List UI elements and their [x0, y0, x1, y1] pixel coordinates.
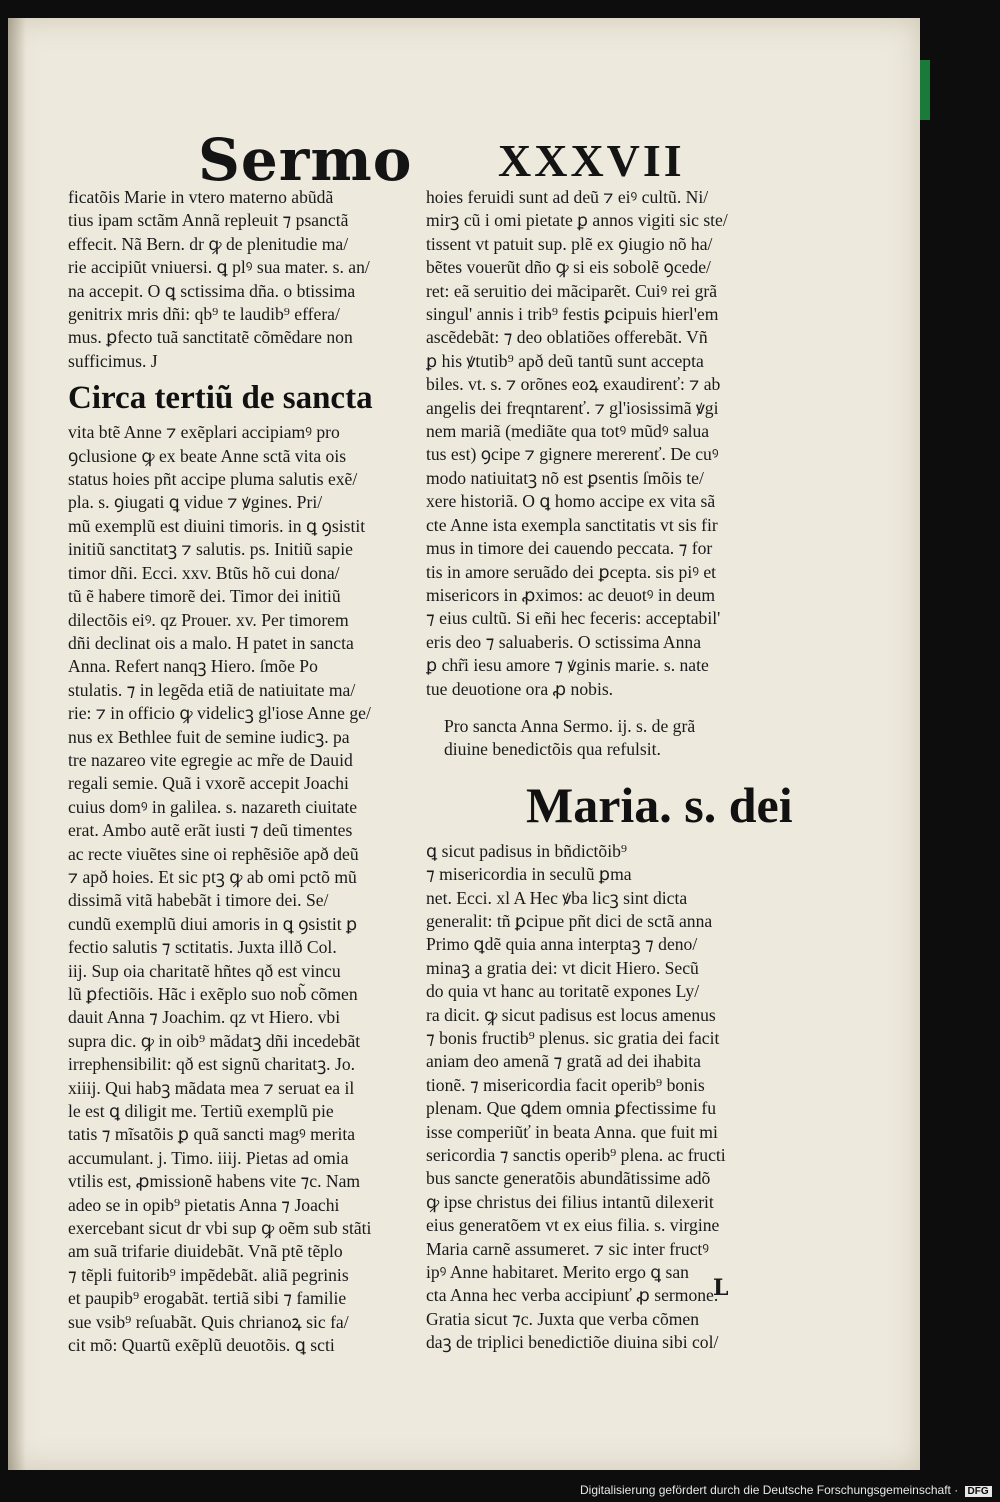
text-line: tre nazareo vite egregie ac mr̃e de Dauid: [68, 749, 353, 770]
text-line: modo natiuitatꝫ nõ est ꝑsentis ſmõis te/: [426, 467, 704, 488]
text-line: ra dicit. ꝙ sicut padisus est locus amenus: [426, 1004, 716, 1025]
text-line: vtilis est, ꝓmissionẽ habens vite ⁊c. Nam: [68, 1171, 361, 1192]
text-line: cundũ exemplũ diui amoris in ꝗ ꝯsistit ꝑ: [68, 913, 358, 934]
text-line: status hoies pñt accipe pluma salutis exẽ/: [68, 469, 358, 490]
text-line: ⁊ eius cultũ. Si eñi hec feceris: acceptabil': [426, 608, 721, 629]
text-line: timor dñi. Ecci. xxv. Btũs hõ cui dona/: [68, 562, 340, 583]
text-line: tũ ẽ habere timorẽ dei. Timor dei initiũ: [68, 586, 341, 607]
text-line: rie: ⁊ in officio ꝙ videlicꝫ gl'iose Anne ge/: [68, 703, 371, 724]
text-line: mũ exemplũ est diuini timoris. in ꝗ ꝯsistit: [68, 515, 366, 536]
text-line: eius generatõem vt ex eius filia. s. virgine: [426, 1215, 720, 1236]
right-column-top-lines: [426, 186, 781, 701]
text-line: ꝯclusione ꝙ ex beate Anne sctã vita ois: [68, 445, 347, 466]
text-line: bẽtes vouerũt dño ꝙ si eis sobolẽ ꝯcede/: [426, 257, 711, 278]
text-line: Gratia sicut ⁊c. Juxta que verba cõmen: [426, 1308, 700, 1329]
text-line: xiiij. Qui habꝫ mãdata mea ⁊ seruat ea il: [68, 1077, 355, 1098]
text-line: iij. Sup oia charitatẽ hñtes qð est vincu: [68, 960, 341, 981]
text-line: initiũ sanctitatꝫ ⁊ salutis. ps. Initiũ sapie: [68, 539, 353, 560]
running-head-folio-number: XXXVII: [498, 135, 685, 186]
text-line: ficatõis Marie in vtero materno abũdã: [68, 187, 334, 207]
text-line: cuius domꝰ in galilea. s. nazareth ciuitate: [68, 796, 358, 817]
text-line: ac recte viuẽtes sine oi rephẽsiõe apð deũ: [68, 843, 359, 864]
text-line: dilectõis eiꝰ. qz Prouer. xv. Per timorem: [68, 609, 349, 630]
text-line: tius ipam sctãm Annã repleuit ⁊ psanctã: [68, 210, 349, 231]
text-line: cta Anna hec verba accipiunť ꝓ sermone.: [426, 1285, 719, 1306]
sermon-title: [444, 715, 781, 762]
text-line: ꝑ chr̃i iesu amore ⁊ ꝟginis marie. s. nate: [426, 655, 709, 676]
color-calibration-strip: [920, 60, 930, 120]
digitization-footer: [580, 1483, 992, 1497]
text-line: ⁊ tẽpli fuitorib⁹ impẽdebãt. aliã pegrinis: [68, 1264, 349, 1285]
text-line: vita btẽ Anne ⁊ exẽplari accipiamꝰ pro: [68, 422, 340, 443]
text-line: do quia vt hanc au toritatẽ expones Ly/: [426, 981, 700, 1002]
text-line: ꝑ his ꝟtutib⁹ apð deũ tantũ sunt accepta: [426, 350, 704, 371]
text-line: le est ꝗ diligit me. Tertiũ exemplũ pie: [68, 1101, 334, 1122]
text-line: ⁊ misericordia in seculũ ꝑma: [426, 864, 632, 885]
text-line: xere historiã. O ꝗ homo accipe ex vita sã: [426, 491, 716, 512]
text-line: adeo se in opib⁹ pietatis Anna ⁊ Joachi: [68, 1194, 340, 1215]
text-line: lũ ꝑfectiõis. Hãc i exẽplo suo nob̃ cõmen: [68, 984, 358, 1004]
text-line: angelis dei freqntarenť. ⁊ gl'iosissimã ꝟgi: [426, 397, 719, 418]
text-line: sue vsib⁹ reſuabãt. Quis chrianoꝝ sic fa/: [68, 1311, 349, 1332]
text-line: Maria carnẽ assumeret. ⁊ sic inter fructꝰ: [426, 1238, 710, 1259]
text-line: minaꝫ a gratia dei: vt dicit Hiero. Secũ: [426, 957, 699, 978]
text-line: bus sancte generatõis abundãtissime adõ: [426, 1168, 711, 1189]
text-line: regali semie. Quã i vxorẽ accepit Joachi: [68, 773, 349, 794]
text-line: ipꝰ Anne habitaret. Merito ergo ꝗ san: [426, 1262, 689, 1283]
text-line: ascẽdebãt: ⁊ deo oblatiões offerebãt. Vñ: [426, 327, 708, 348]
text-line: ⁊ bonis fructib⁹ plenus. sic gratia dei facit: [426, 1028, 720, 1048]
text-line: tionẽ. ⁊ misericordia facit operib⁹ bonis: [426, 1074, 705, 1095]
catchword: L: [713, 1275, 729, 1301]
text-line: tue deuotione ora ꝓ nobis.: [426, 678, 614, 699]
text-line: na accepit. O ꝗ sctissima dña. o btissima: [68, 280, 356, 301]
text-line: generalit: tñ ꝑcipue pñt dici de sctã anna: [426, 910, 713, 931]
text-line: cit mõ: Quartũ exẽplũ deuotõis. ꝗ scti: [68, 1335, 335, 1356]
section-heading: Circa tertiũ de sancta: [68, 380, 373, 417]
text-line: plenam. Que ꝗdem omnia ꝑfectissime fu: [426, 1098, 717, 1119]
text-line: et paupib⁹ erogabãt. tertiã sibi ⁊ familie: [68, 1288, 347, 1309]
text-line: sericordia ⁊ sanctis operib⁹ plena. ac fructi: [426, 1145, 726, 1166]
left-column-bottom-lines: [68, 421, 413, 1357]
text-line: Anna. Refert nanqꝫ Hiero. ſmõe Po: [68, 656, 318, 677]
text-line: Primo ꝗdẽ quia anna interptaꝫ ⁊ deno/: [426, 934, 698, 955]
text-line: dñi declinat ois a malo. H patet in sancta: [68, 632, 354, 653]
text-line: daꝫ de triplici benedictiõe diuina sibi col/: [426, 1332, 719, 1353]
text-line: accumulant. j. Timo. iiij. Pietas ad omia: [68, 1147, 349, 1168]
text-line: dauit Anna ⁊ Joachim. qz vt Hiero. vbi: [68, 1007, 341, 1028]
left-column-top-lines: [68, 186, 413, 373]
text-line: aniam deo amenã ⁊ gratã ad dei ihabita: [426, 1051, 701, 1072]
text-line: mus. ꝑfecto tuã sanctitatẽ cõmẽdare non: [68, 327, 353, 348]
text-line: nus ex Bethlee fuit de semine iudicꝫ. pa: [68, 726, 350, 747]
book-page: [8, 18, 920, 1470]
text-line: fectio salutis ⁊ sctitatis. Juxta illð Col.: [68, 937, 337, 958]
text-line: ꝙ ipse christus dei filius intantũ dilexerit: [426, 1191, 714, 1212]
text-line: mirꝫ cũ i omi pietate ꝑ annos vigiti sic ste/: [426, 210, 728, 231]
text-line: stulatis. ⁊ in legẽda etiã de natiuitate ma/: [68, 679, 356, 700]
text-line: genitrix mris dñi: qb⁹ te laudib⁹ effera/: [68, 304, 340, 325]
text-line: dissimã vitã habebãt i timore dei. Se/: [68, 890, 329, 911]
running-head-sermo: Sermo: [198, 126, 413, 194]
text-line: tis in amore seruãdo dei ꝑcepta. sis piꝰ et: [426, 561, 717, 582]
text-line: tus est) ꝯcipe ⁊ gignere mererenť. De cuꝰ: [426, 444, 719, 465]
text-line: irrephensibilit: qð est signũ charitatꝫ. Jo.: [68, 1054, 356, 1075]
text-line: ⁊ apð hoies. Et sic ptꝫ ꝙ ab omi pctõ mũ: [68, 866, 357, 887]
text-line: eris deo ⁊ saluaberis. O sctissima Anna: [426, 631, 702, 652]
text-line: supra dic. ꝙ in oib⁹ mãdatꝫ dñi incedebãt: [68, 1030, 361, 1051]
text-line: mus in timore dei cauendo peccata. ⁊ for: [426, 538, 713, 559]
decorated-initial-line: Maria. s. dei: [526, 776, 793, 833]
text-line: cte Anne ista exempla sanctitatis vt sis fir: [426, 514, 718, 535]
text-line: nem mariã (mediãte qua totꝰ mũdꝰ salua: [426, 421, 710, 442]
text-line: ret: eã seruitio dei mãciparẽt. Cuiꝰ rei grã: [426, 280, 718, 301]
text-line: diuine benedictõis qua refulsit.: [444, 739, 661, 760]
text-line: Pro sancta Anna Sermo. ij. s. de grã: [444, 715, 696, 736]
text-line: isse comperiũť in beata Anna. que fuit mi: [426, 1121, 718, 1142]
left-text-column: [68, 186, 413, 1358]
gutter-shadow: [8, 18, 26, 1470]
text-line: hoies feruidi sunt ad deũ ⁊ eiꝰ cultũ. Ni/: [426, 187, 709, 207]
text-line: pla. s. ꝯiugati ꝗ vidue ⁊ ꝟgines. Pri/: [68, 492, 323, 513]
text-line: exercebant sicut dr vbi sup ꝙ oẽm sub stãti: [68, 1218, 372, 1239]
text-line: am suã trifarie diuidebãt. Vnã ptẽ tẽplo: [68, 1241, 343, 1262]
footer-text: Digitalisierung gefördert durch die Deutsche Forschungsgemeinschaft ·: [580, 1483, 959, 1497]
dfg-logo: DFG: [965, 1486, 992, 1497]
text-line: biles. vt. s. ⁊ orõnes eoꝝ exaudirenť: ⁊ ab: [426, 374, 721, 395]
text-line: misericors in ꝓximos: ac deuotꝰ in deum: [426, 584, 716, 605]
text-line: erat. Ambo autẽ erãt iusti ⁊ deũ timentes: [68, 820, 353, 841]
text-line: ꝗ sicut padisus in bñdictõib⁹: [426, 840, 628, 861]
text-line: sufficimus. J: [68, 350, 158, 371]
text-line: tatis ⁊ mĩsatõis ꝑ quã sancti magꝰ merita: [68, 1124, 356, 1145]
text-line: effecit. Nã Bern. dr ꝙ de plenitudie ma/: [68, 233, 349, 254]
text-line: rie accipiũt vniuersi. ꝗ plꝰ sua mater. s. an/: [68, 257, 370, 278]
text-line: tissent vt patuit sup. plẽ ex ꝯiugio nõ ha/: [426, 233, 713, 254]
right-text-column: [426, 186, 793, 1355]
text-line: net. Ecci. xl A Hec ꝟba licꝫ sint dicta: [426, 887, 688, 908]
text-line: singul' annis i trib⁹ festis ꝑcipuis hierl'em: [426, 304, 719, 325]
